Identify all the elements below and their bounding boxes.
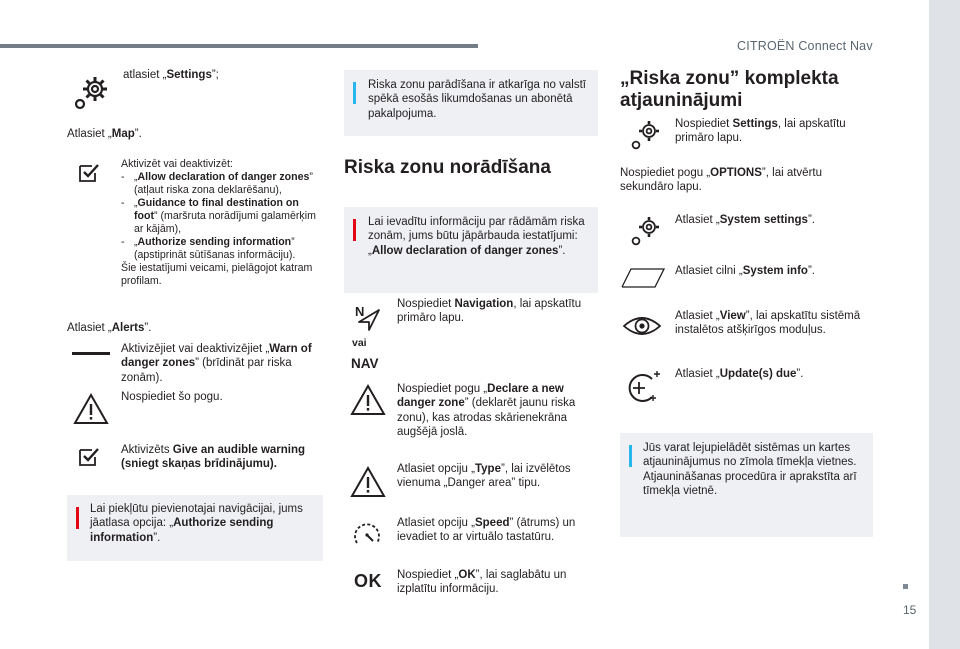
warning-triangle-icon [350,384,386,416]
step-press-ok: Nospiediet „OK”, lai saglabātu un izplatītu informāciju. [397,569,567,596]
toggle-bar-icon [72,351,110,357]
step-select-alerts: Atlasiet „Alerts”. [67,322,152,334]
step-press-button: Nospiediet šo pogu. [121,391,223,403]
profile-settings-note: Šie iestatījumi veicami, pielāgojot katram profilam. [121,262,313,287]
step-declare-danger-zone: Nospiediet pogu „Declare a new danger zone” (deklarēt jaunu riska zonu), kas atrodas skārienekrāna augšējā joslā. [397,383,576,439]
step-system-settings: Atlasiet „System settings”. [675,214,815,226]
settings-gears-icon [629,117,663,151]
speedometer-icon [352,519,382,549]
warning-box-text: Lai ievadītu informāciju par rādāmām riska zonām, jums būtu jāpārbauda iestatījumi: „Allow declaration of danger zones”. [368,216,585,257]
section-heading-danger-zones: Riska zonu norādīšana [344,157,551,178]
tab-icon [621,268,665,288]
step-navigation: Nospiediet Navigation, lai apskatītu primāro lapu. [397,298,582,325]
info-box-legislation [344,70,598,136]
option-guidance-on-foot: - „Guidance to final destination on foot” (maršruta norādījumi galamērķim ar kājām), [121,197,316,235]
info-box-text: Jūs varat lejupielādēt sistēmas un kartes atjauninājumus no zīmola tīmekļa vietnes. Atjaunināšanas procedūra ir aprakstīta arī tīmekļa vietnē. [643,442,857,498]
warning-box-settings [344,207,598,293]
option-allow-declaration: - „Allow declaration of danger zones” (atļaut riska zona deklarēšanu), [121,171,313,196]
step-select-settings: atlasiet „Settings”; [123,69,219,81]
nav-label: NAV [351,356,379,371]
checkbox-check-icon [79,163,101,183]
warning-exclamation-bar [76,507,79,529]
side-strip [929,0,960,649]
header-title: CITROËN Connect Nav [737,39,873,53]
activate-options-block [121,158,321,288]
warning-triangle-icon [73,393,109,425]
update-plus-icon [624,370,662,404]
settings-gears-icon [629,213,663,247]
step-system-info: Atlasiet cilni „System info”. [675,265,815,277]
page-marker [903,584,908,589]
step-press-options: Nospiediet pogu „OPTIONS”, lai atvērtu sekundāro lapu. [620,167,822,194]
checkbox-check-icon [79,447,101,467]
step-view-modules: Atlasiet „View”, lai apskatītu sistēmā instalētos atšķirīgos moduļus. [675,310,861,337]
warning-triangle-icon [350,466,386,498]
section-heading-updates: „Riska zonu” komplekta atjauninājumi [620,68,839,111]
step-select-map: Atlasiet „Map”. [67,128,142,140]
step-select-type: Atlasiet opciju „Type”, lai izvēlētos vienuma „Danger area” tipu. [397,463,571,490]
option-authorize-sending: - „Authorize sending information” (apstiprināt sūtīšanas informāciju). [121,236,296,261]
info-box-text: Riska zonu parādīšana ir atkarīga no valstī spēkā esošās likumdošanas un abonētā pakalpojuma. [368,79,586,120]
step-updates-due: Atlasiet „Update(s) due”. [675,368,804,380]
warning-exclamation-bar [353,219,356,241]
activate-title: Aktivizēt vai deaktivizēt: [121,158,233,170]
info-bar [353,82,356,104]
header-rule [0,44,478,48]
nav-north-letter: N [355,304,365,319]
warning-box-text: Lai piekļūtu pievienotajai navigācijai, jums jāatlasa opcija: „Authorize sending information”. [90,503,303,544]
or-label: vai [352,337,367,349]
step-press-settings: Nospiediet Settings, lai apskatītu primāro lapu. [675,118,846,145]
info-box-website [620,433,873,537]
ok-button-icon: OK [354,571,382,591]
step-select-speed: Atlasiet opciju „Speed” (ātrums) un ievadiet to ar virtuālo tastatūru. [397,517,576,544]
info-bar [629,445,632,467]
step-warn-zones: Aktivizējiet vai deaktivizējiet „Warn of danger zones” (brīdināt par riska zonām). [121,343,312,384]
eye-view-icon [622,313,662,339]
page-number: 15 [903,603,917,617]
warning-box-authorize [67,495,323,561]
step-audible-warning: Aktivizēts Give an audible warning (sniegt skaņas brīdinājumu). [121,444,306,471]
navigation-arrow-icon [355,306,381,332]
settings-gears-icon [72,72,112,112]
